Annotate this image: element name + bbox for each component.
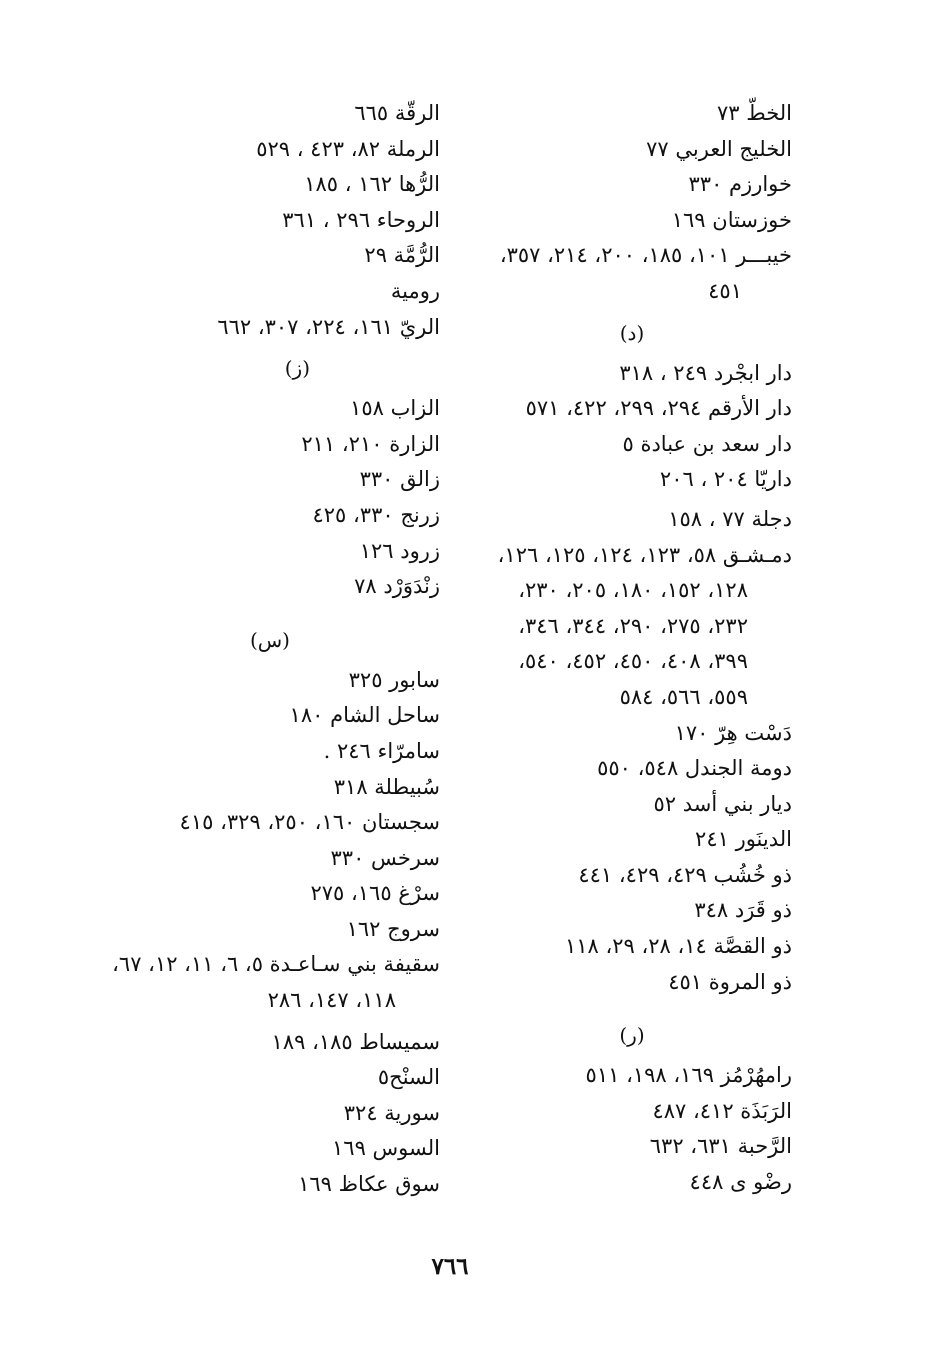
index-entry: رامهُرْمُز ١٦٩، ١٩٨، ٥١١ (585, 1063, 792, 1088)
right-column (392, 96, 792, 1201)
section-heading-dal: (د) (619, 320, 645, 345)
index-entry-continuation: ١١٨، ١٤٧، ٢٨٦ (267, 988, 396, 1013)
index-entry: الرقّة ٦٦٥ (354, 101, 440, 125)
index-entry: الخليج العربي ٧٧ (646, 136, 792, 161)
index-entry-continuation: ٤٥١ (708, 278, 742, 303)
index-entry: سورية ٣٢٤ (343, 1100, 440, 1125)
section-heading-ra: (ر) (619, 1023, 645, 1048)
page-number: ٧٦٦ (431, 1253, 469, 1280)
index-entry: خيبـــر ١٠١، ١٨٥، ٢٠٠، ٢١٤، ٣٥٧، (499, 243, 792, 268)
index-entry: داريّا ٢٠٤ ، ٢٠٦ (659, 467, 792, 492)
index-entry: سقيفة بني سـاعـدة ٥، ٦، ١١، ١٢، ٦٧، (112, 952, 440, 977)
index-entry: الرملة ٨٢، ٤٢٣ ، ٥٢٩ (256, 136, 440, 161)
index-entry-continuation: ١٢٨، ١٥٢، ١٨٠، ٢٠٥، ٢٣٠، (518, 578, 748, 603)
index-entry: دجلة ٧٧ ، ١٥٨ (668, 506, 792, 531)
index-entry: دار سعد بن عبادة ٥ (622, 431, 792, 456)
index-entry: ديار بني أسد ٥٢ (653, 791, 792, 816)
index-entry-continuation: ٥٥٩، ٥٦٦، ٥٨٤ (619, 684, 748, 709)
section-heading-zay: (ز) (284, 356, 310, 381)
index-entry: خوزستان ١٦٩ (671, 207, 792, 232)
index-entry: سامرّاء ٢٤٦ . (323, 738, 440, 763)
index-entry-continuation: ٢٣٢، ٢٧٥، ٢٩٠، ٣٤٤، ٣٤٦، (518, 613, 748, 638)
index-entry: الرُّها ١٦٢ ، ١٨٥ (304, 172, 440, 197)
left-column (40, 96, 440, 1203)
index-entry: زنْدَوَرْد ٧٨ (354, 574, 440, 599)
index-entry: الروحاء ٢٩٦ ، ٣٦١ (282, 207, 440, 232)
index-entry: الريّ ١٦١، ٢٢٤، ٣٠٧، ٦٦٢ (217, 314, 440, 339)
index-entry: سوق عكاظ ١٦٩ (298, 1172, 440, 1197)
index-entry: دار ابجْرد ٢٤٩ ، ٣١٨ (619, 360, 792, 385)
index-entry: الرَّحبة ٦٣١، ٦٣٢ (649, 1134, 792, 1159)
index-entry: دَسْت هِرّ ١٧٠ (674, 720, 792, 745)
index-entry: ذو خُشُب ٤٢٩، ٤٢٩، ٤٤١ (578, 862, 792, 887)
index-entry: الخطّ ٧٣ (717, 101, 792, 125)
index-entry: السنْح٥ (377, 1065, 440, 1090)
index-entry: دمـشـق ٥٨، ١٢٣، ١٢٤، ١٢٥، ١٢٦، (497, 542, 792, 567)
index-entry: زرنج ٣٣٠، ٤٢٥ (312, 502, 440, 527)
index-entry: الرُّمَّة ٢٩ (364, 243, 440, 268)
index-entry: سجستان ١٦٠، ٢٥٠، ٣٢٩، ٤١٥ (179, 810, 440, 835)
index-entry: ذو القصَّة ١٤، ٢٨، ٢٩، ١١٨ (564, 934, 792, 959)
index-entry: رضْو ى ٤٤٨ (689, 1170, 792, 1195)
index-entry: ذو قَرَد ٣٤٨ (694, 898, 792, 923)
index-entry: سابور ٣٢٥ (348, 667, 440, 692)
index-entry: دومة الجندل ٥٤٨، ٥٥٠ (597, 756, 792, 781)
index-entry: السوس ١٦٩ (332, 1136, 440, 1161)
index-entry: سرْغ ١٦٥، ٢٧٥ (310, 881, 440, 906)
index-entry: الدينَور ٢٤١ (695, 827, 792, 852)
index-entry-continuation: ٣٩٩، ٤٠٨، ٤٥٠، ٤٥٢، ٥٤٠، (518, 649, 748, 674)
index-entry: سُبيطلة ٣١٨ (333, 774, 440, 799)
index-entry: ذو المروة ٤٥١ (668, 969, 792, 994)
index-entry: دار الأرقم ٢٩٤، ٢٩٩، ٤٢٢، ٥٧١ (525, 396, 792, 421)
index-entry: زرود ١٢٦ (359, 538, 440, 563)
index-entry: زالق ٣٣٠ (359, 467, 440, 492)
index-entry: خوارزم ٣٣٠ (688, 172, 792, 197)
index-entry: ساحل الشام ١٨٠ (289, 703, 440, 728)
index-entry: سميساط ١٨٥، ١٨٩ (271, 1029, 440, 1054)
index-entry: الزارة ٢١٠، ٢١١ (301, 431, 440, 456)
index-entry: سرخس ٣٣٠ (330, 845, 440, 870)
index-entry: سروج ١٦٢ (346, 916, 440, 941)
section-heading-sin: (س) (249, 627, 290, 652)
index-entry: رومية (390, 278, 440, 303)
index-entry: الرَبَذَة ٤١٢، ٤٨٧ (652, 1098, 792, 1123)
index-entry: الزاب ١٥٨ (350, 396, 440, 421)
